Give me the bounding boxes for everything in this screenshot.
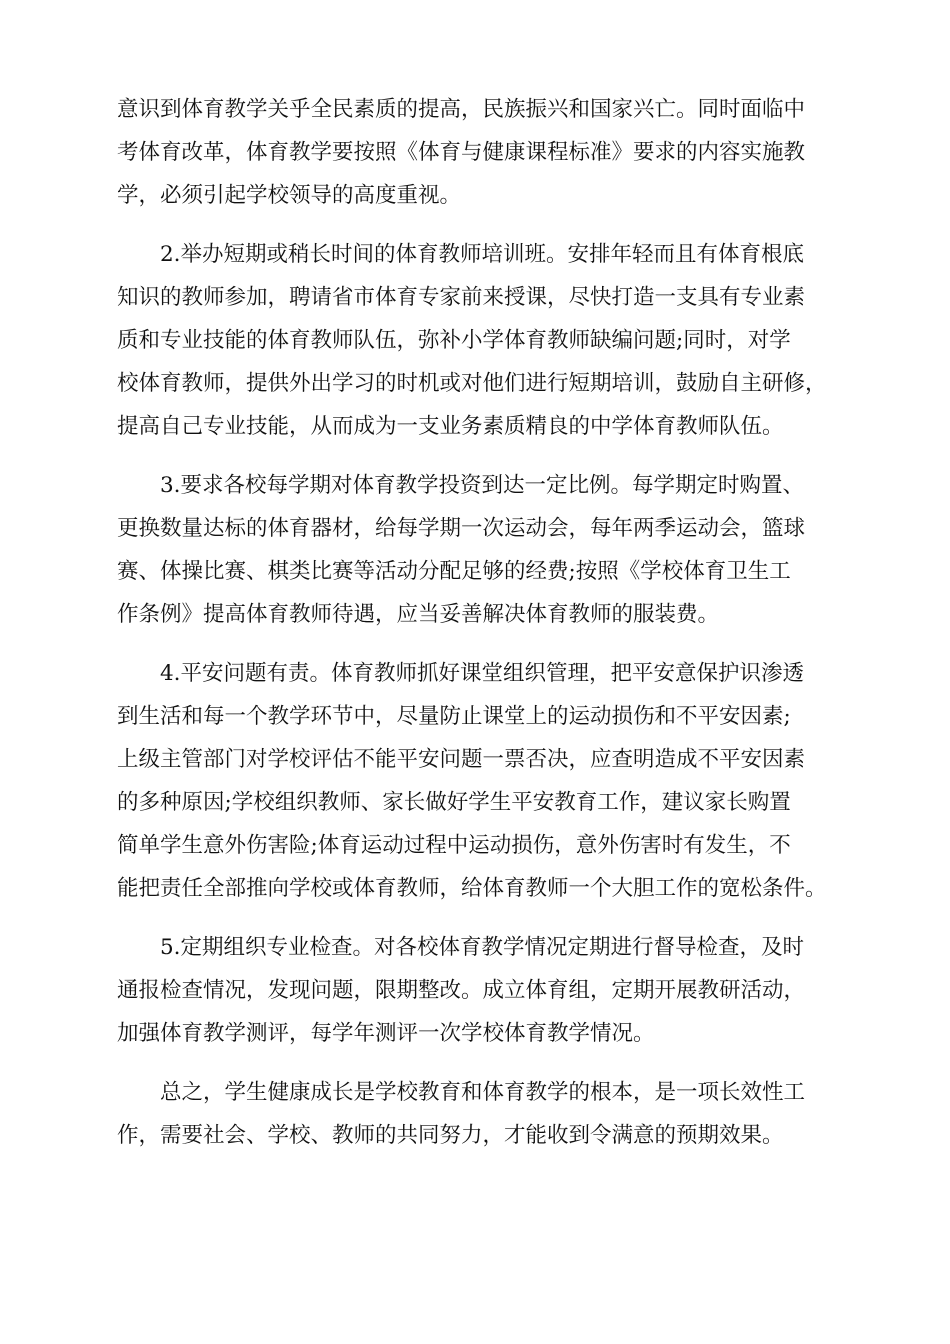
text-line: 3.要求各校每学期对体育教学投资到达一定比例。每学期定时购置、 (160, 473, 805, 498)
text-line: 通报检查情况，发现问题，限期整改。成立体育组，定期开展教研活动， (117, 978, 806, 1003)
paragraph-1 (117, 88, 847, 217)
text-line: 赛、体操比赛、棋类比赛等活动分配足够的经费;按照《学校体育卫生工 (117, 559, 791, 584)
text-line: 能把责任全部推向学校或体育教师，给体育教师一个大胆工作的宽松条件。 (117, 876, 827, 901)
text-line: 的多种原因;学校组织教师、家长做好学生平安教育工作，建议家长购置 (117, 790, 791, 815)
text-line: 总之，学生健康成长是学校教育和体育教学的根本，是一项长效性工 (160, 1080, 806, 1105)
text-line: 学，必须引起学校领导的高度重视。 (117, 183, 462, 208)
text-line: 4.平安问题有责。体育教师抓好课堂组织管理，把平安意保护识渗透 (160, 661, 805, 686)
text-line: 知识的教师参加，聘请省市体育专家前来授课，尽快打造一支具有专业素 (117, 285, 806, 310)
text-line: 考体育改革，体育教学要按照《体育与健康课程标准》要求的内容实施教 (117, 140, 806, 165)
text-line: 上级主管部门对学校评估不能平安问题一票否决，应查明造成不平安因素 (117, 747, 806, 772)
text-line: 更换数量达标的体育器材，给每学期一次运动会，每年两季运动会，篮球 (117, 516, 806, 541)
paragraph-2 (117, 233, 847, 448)
text-line: 简单学生意外伤害险;体育运动过程中运动损伤，意外伤害时有发生，不 (117, 833, 791, 858)
text-line: 2.举办短期或稍长时间的体育教师培训班。安排年轻而且有体育根底 (160, 242, 805, 267)
text-line: 作，需要社会、学校、教师的共同努力，才能收到令满意的预期效果。 (117, 1123, 784, 1148)
text-line: 提高自己专业技能，从而成为一支业务素质精良的中学体育教师队伍。 (117, 414, 784, 439)
document-body (117, 88, 847, 1173)
text-line: 作条例》提高体育教师待遇，应当妥善解决体育教师的服装费。 (117, 602, 720, 627)
text-line: 意识到体育教学关乎全民素质的提高，民族振兴和国家兴亡。同时面临中 (117, 97, 806, 122)
text-line: 到生活和每一个教学环节中，尽量防止课堂上的运动损伤和不平安因素; (117, 704, 791, 729)
paragraph-6 (117, 1071, 847, 1157)
text-line: 5.定期组织专业检查。对各校体育教学情况定期进行督导检查，及时 (160, 935, 805, 960)
text-line: 质和专业技能的体育教师队伍，弥补小学体育教师缺编问题;同时，对学 (117, 328, 791, 353)
paragraph-3 (117, 464, 847, 636)
text-line: 校体育教师，提供外出学习的时机或对他们进行短期培训，鼓励自主研修， (117, 371, 827, 396)
paragraph-4 (117, 652, 847, 910)
text-line: 加强体育教学测评，每学年测评一次学校体育教学情况。 (117, 1021, 655, 1046)
paragraph-5 (117, 926, 847, 1055)
